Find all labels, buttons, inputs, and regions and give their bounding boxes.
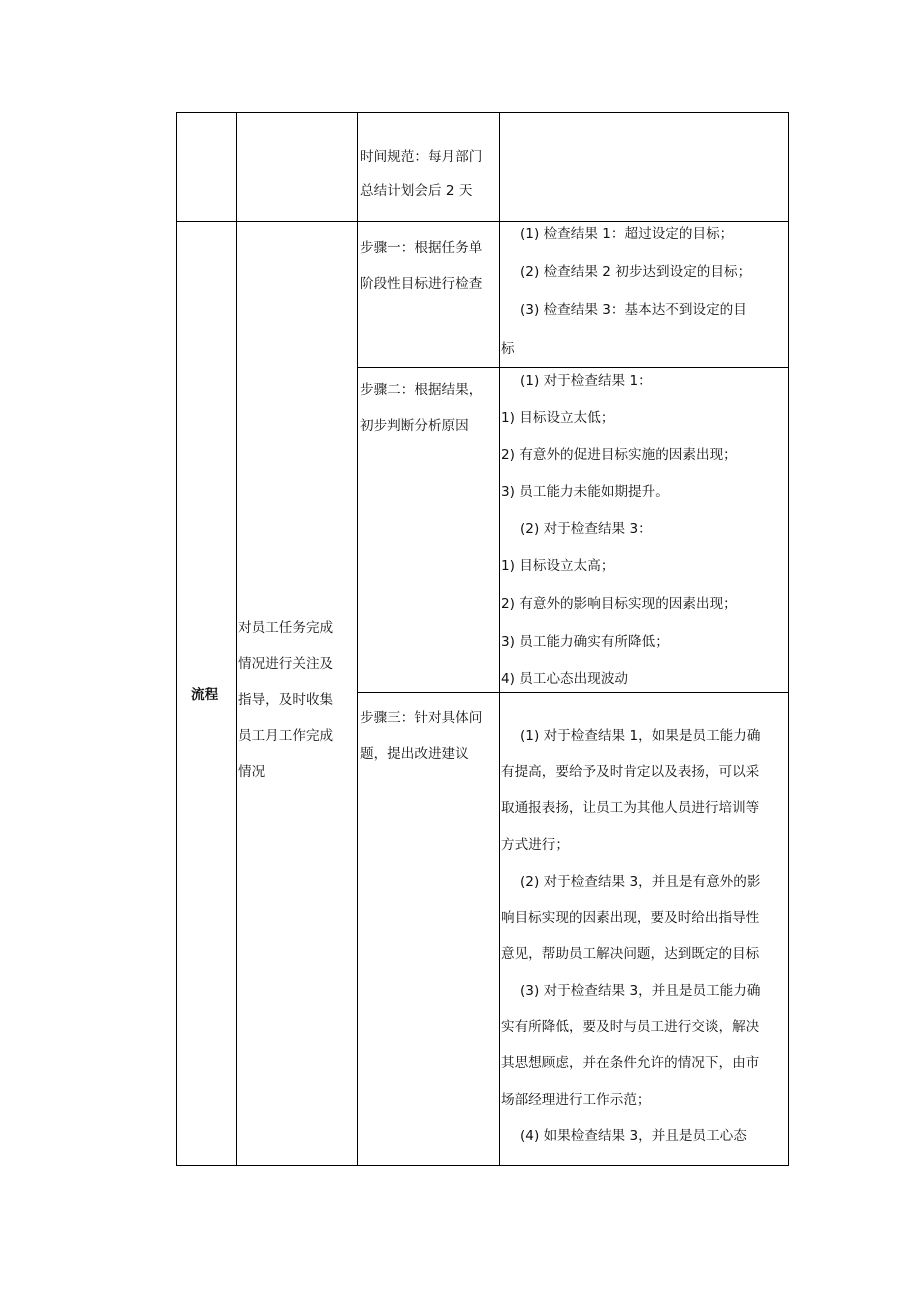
step3-detail-line: 响目标实现的因素出现，要及时给出指导性 bbox=[501, 910, 760, 926]
time-standard-line: 时间规范：每月部门 bbox=[360, 149, 483, 165]
step1-detail-line: 标 bbox=[501, 341, 515, 357]
step2-detail-line: (1) 对于检查结果 1： bbox=[520, 373, 652, 389]
step3-detail-line: 实有所降低，要及时与员工进行交谈，解决 bbox=[501, 1019, 760, 1035]
step3-title-line: 题，提出改进建议 bbox=[360, 746, 469, 762]
step2-detail-line: (2) 对于检查结果 3： bbox=[520, 521, 652, 537]
process-label: 流程 bbox=[191, 687, 219, 703]
step2-detail-line: 1) 目标设立太高； bbox=[501, 558, 615, 574]
task-description-line: 员工月工作完成 bbox=[238, 728, 334, 744]
step3-detail-line: 意见，帮助员工解决问题，达到既定的目标 bbox=[501, 946, 760, 962]
table-border-top bbox=[176, 112, 789, 113]
column-divider bbox=[357, 112, 358, 1166]
step3-detail-line: 场部经理进行工作示范； bbox=[501, 1092, 651, 1108]
step3-detail-line: (2) 对于检查结果 3，并且是有意外的影 bbox=[520, 874, 761, 890]
step2-detail-line: 3) 员工能力确实有所降低； bbox=[501, 634, 669, 650]
task-description-line: 情况 bbox=[238, 764, 266, 780]
step3-detail-line: (3) 对于检查结果 3，并且是员工能力确 bbox=[520, 983, 761, 999]
step3-detail-line: 其思想顾虑，并在条件允许的情况下，由市 bbox=[501, 1055, 760, 1071]
step3-detail-line: 有提高，要给予及时肯定以及表扬，可以采 bbox=[501, 764, 760, 780]
step2-detail-line: 2) 有意外的影响目标实现的因素出现； bbox=[501, 596, 737, 612]
step1-detail-line: (2) 检查结果 2 初步达到设定的目标； bbox=[520, 264, 752, 280]
column-divider bbox=[236, 112, 237, 1166]
task-description-line: 对员工任务完成 bbox=[238, 620, 334, 636]
step1-title-line: 步骤一：根据任务单 bbox=[360, 240, 483, 256]
row-divider bbox=[176, 221, 789, 222]
step3-detail-line: 取通报表扬，让员工为其他人员进行培训等 bbox=[501, 800, 760, 816]
step2-detail-line: 4) 员工心态出现波动 bbox=[501, 671, 629, 687]
table-border-bottom bbox=[176, 1165, 789, 1166]
time-standard-line: 总结计划会后 2 天 bbox=[360, 183, 473, 199]
step2-title-line: 初步判断分析原因 bbox=[360, 418, 469, 434]
table-border-left bbox=[176, 112, 177, 1166]
step1-detail-line: (3) 检查结果 3：基本达不到设定的目 bbox=[520, 302, 747, 318]
step2-title-line: 步骤二：根据结果， bbox=[360, 382, 483, 398]
step3-title-line: 步骤三：针对具体问 bbox=[360, 710, 483, 726]
step3-detail-line: (1) 对于检查结果 1，如果是员工能力确 bbox=[520, 728, 761, 744]
step2-detail-line: 2) 有意外的促进目标实施的因素出现； bbox=[501, 447, 737, 463]
step3-detail-line: (4) 如果检查结果 3，并且是员工心态 bbox=[520, 1128, 747, 1144]
task-description-line: 情况进行关注及 bbox=[238, 656, 334, 672]
step1-detail-line: (1) 检查结果 1：超过设定的目标； bbox=[520, 226, 734, 242]
step-divider bbox=[357, 692, 789, 693]
step3-detail-line: 方式进行； bbox=[501, 837, 569, 853]
step1-title-line: 阶段性目标进行检查 bbox=[360, 276, 483, 292]
step2-detail-line: 1) 目标设立太低； bbox=[501, 410, 615, 426]
step-divider bbox=[357, 367, 789, 368]
table-border-right bbox=[788, 112, 789, 1166]
task-description-line: 指导，及时收集 bbox=[238, 692, 334, 708]
step2-detail-line: 3) 员工能力未能如期提升。 bbox=[501, 484, 669, 500]
column-divider bbox=[499, 112, 500, 1166]
